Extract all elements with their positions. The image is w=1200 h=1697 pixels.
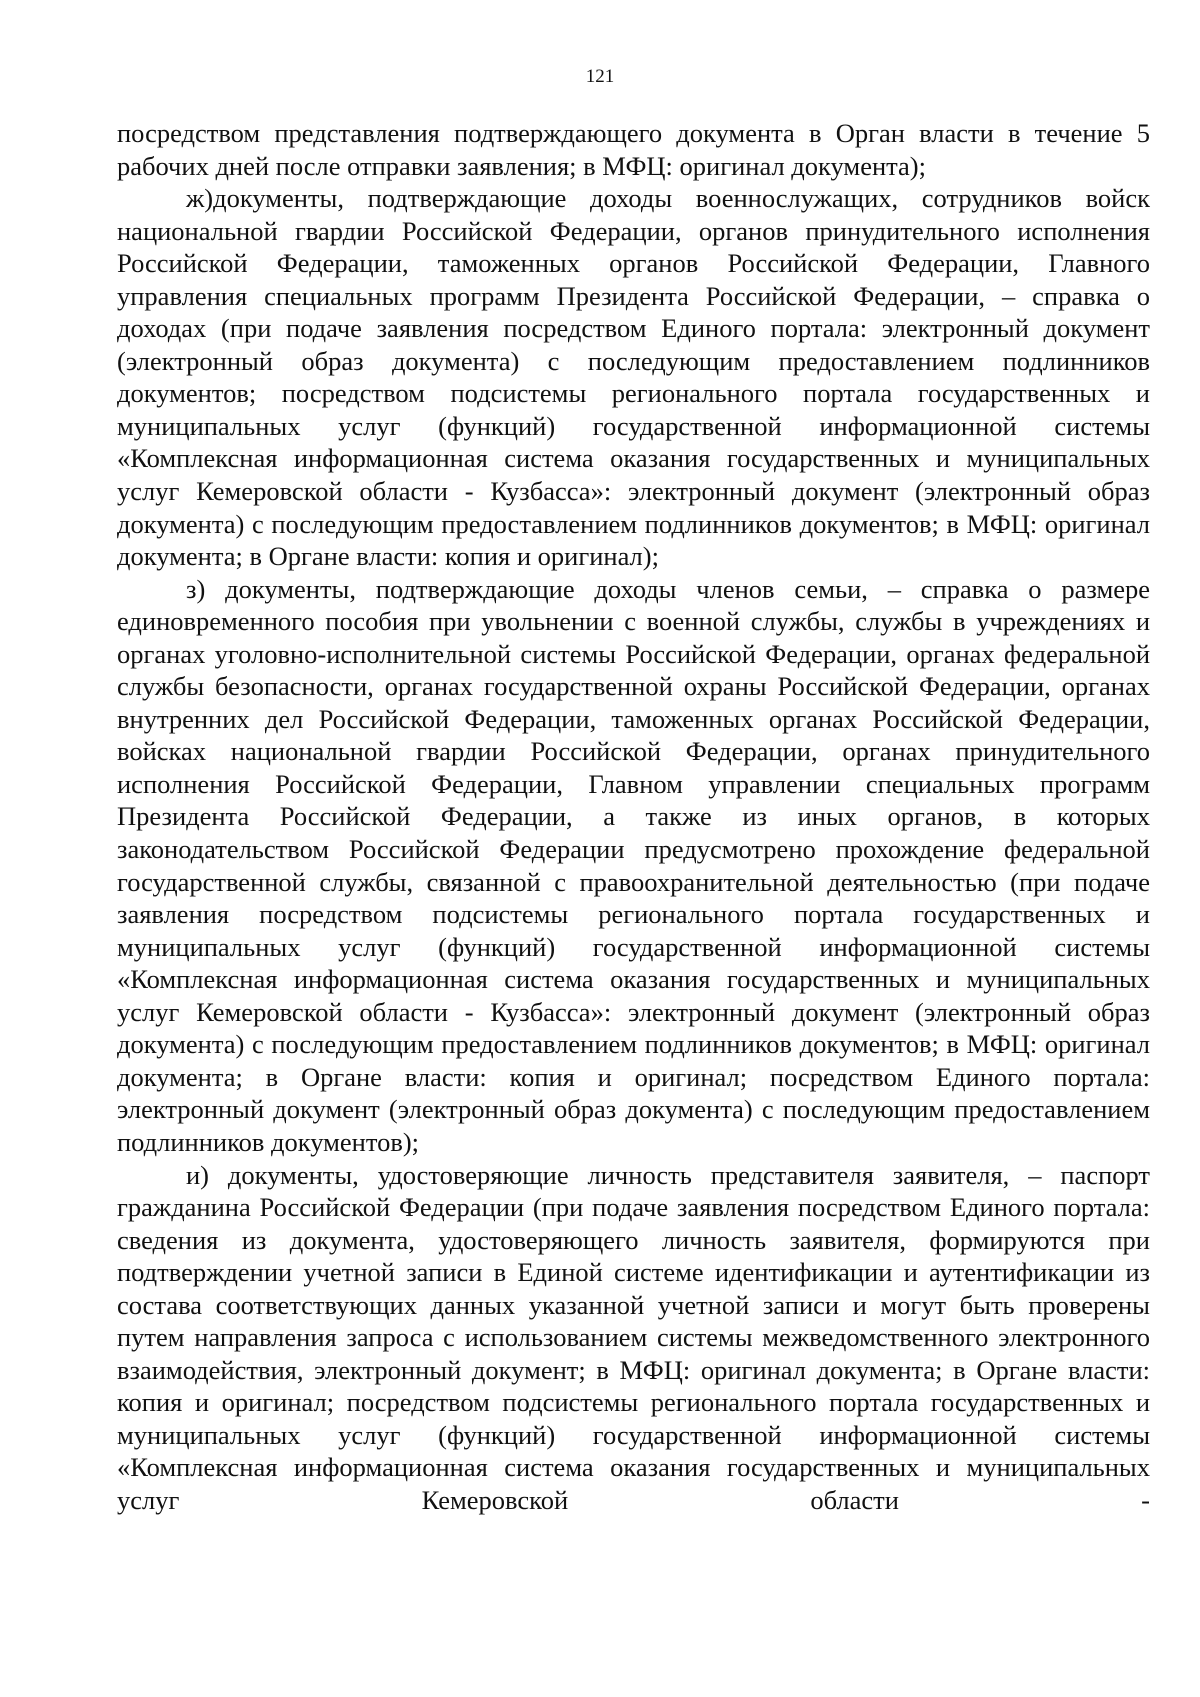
page-number: 121 bbox=[585, 66, 615, 87]
paragraph-item-z: з) документы, подтверждающие доходы членов семьи, – справка о размере единовременного пособия при увольнении с военной службы, службы в учреждениях и органах уголовно-исполнительной системы Российской Федерации, органах федеральной службы безопасности, органах государственной охраны Российской Федерации, органах внутренних дел Российской Федерации, таможенных органах Российской Федерации, войсках национальной гвардии Российской Федерации, органах принудительного исполнения Российской Федерации, Главном управлении специальных программ Президента Российской Федерации, а также из иных органов, в которых законодательством Российской Федерации предусмотрено прохождение федеральной государственной службы, связанной с правоохранительной деятельностью (при подаче заявления посредством подсистемы регионального портала государственных и муниципальных услуг (функций) государственной информационной системы «Комплексная информационная система оказания государственных и муниципальных услуг Кемеровской области - Кузбасса»: электронный документ (электронный образ документа) с последующим предоставлением подлинников документов; в МФЦ: оригинал документа; в Органе власти: копия и оригинал; посредством Единого портала: электронный документ (электронный образ документа) с последующим предоставлением подлинников документов); bbox=[117, 573, 1150, 1157]
document-body bbox=[117, 117, 1150, 1517]
paragraph-item-zh: ж)документы, подтверждающие доходы военнослужащих, сотрудников войск национальной гвардии Российской Федерации, органов принудительного исполнения Российской Федерации, таможенных органов Российской Федерации, Главного управления специальных программ Президента Российской Федерации, – справка о доходах (при подаче заявления посредством Единого портала: электронный документ (электронный образ документа) с последующим предоставлением подлинников документов; посредством подсистемы регионального портала государственных и муниципальных услуг (функций) государственной информационной системы «Комплексная информационная система оказания государственных и муниципальных услуг Кемеровской области - Кузбасса»: электронный документ (электронный образ документа) с последующим предоставлением подлинников документов; в МФЦ: оригинал документа; в Органе власти: копия и оригинал); bbox=[117, 183, 1150, 572]
paragraph-continuation: посредством представления подтверждающего документа в Орган власти в течение 5 рабочих дней после отправки заявления; в МФЦ: оригинал документа); bbox=[117, 118, 1150, 181]
paragraph-item-i: и) документы, удостоверяющие личность представителя заявителя, – паспорт гражданина Российской Федерации (при подаче заявления посредством Единого портала: сведения из документа, удостоверяющего личность заявителя, формируются при подтверждении учетной записи в Единой системе идентификации и аутентификации из состава соответствующих данных указанной учетной записи и могут быть проверены путем направления запроса с использованием системы межведомственного электронного взаимодействия, электронный документ; в МФЦ: оригинал документа; в Органе власти: копия и оригинал; посредством подсистемы регионального портала государственных и муниципальных услуг (функций) государственной информационной системы «Комплексная информационная система оказания государственных и муниципальных услуг Кемеровской области - bbox=[117, 1159, 1150, 1515]
